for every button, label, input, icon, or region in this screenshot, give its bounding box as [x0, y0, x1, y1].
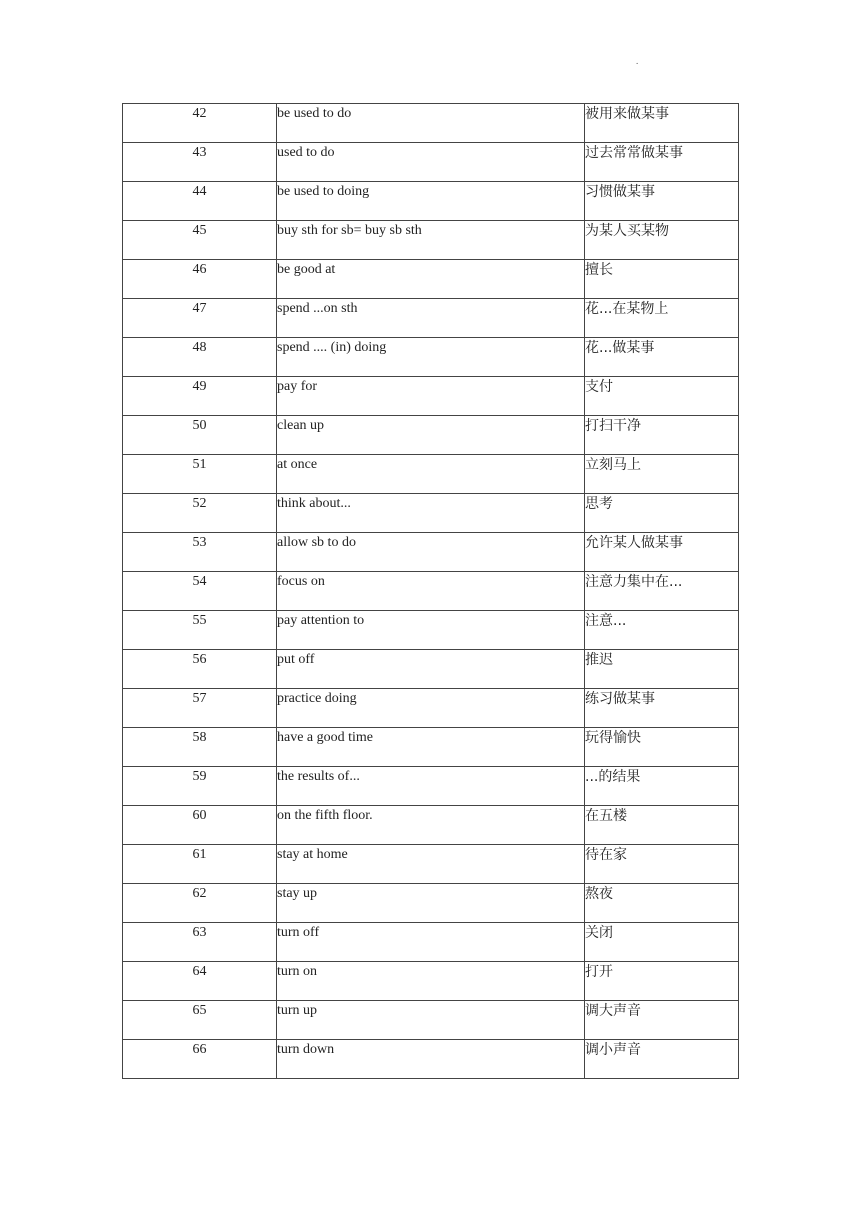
english-phrase-cell: on the fifth floor.	[277, 806, 585, 845]
chinese-meaning-cell: 为某人买某物	[585, 221, 739, 260]
english-phrase-cell: clean up	[277, 416, 585, 455]
chinese-meaning-cell: 玩得愉快	[585, 728, 739, 767]
row-number-cell: 43	[123, 143, 277, 182]
chinese-meaning-cell: 支付	[585, 377, 739, 416]
row-number-cell: 64	[123, 962, 277, 1001]
english-phrase-cell: stay up	[277, 884, 585, 923]
table-row	[123, 533, 739, 572]
table-row	[123, 611, 739, 650]
table-row	[123, 572, 739, 611]
table-row	[123, 260, 739, 299]
english-phrase-cell: have a good time	[277, 728, 585, 767]
row-number-cell: 45	[123, 221, 277, 260]
chinese-meaning-cell: ...的结果	[585, 767, 739, 806]
row-number-cell: 56	[123, 650, 277, 689]
table-row	[123, 728, 739, 767]
chinese-meaning-cell: 被用来做某事	[585, 104, 739, 143]
table-row	[123, 845, 739, 884]
english-phrase-cell: focus on	[277, 572, 585, 611]
english-phrase-cell: pay for	[277, 377, 585, 416]
english-phrase-cell: turn up	[277, 1001, 585, 1040]
chinese-meaning-cell: 花...在某物上	[585, 299, 739, 338]
english-phrase-cell: buy sth for sb= buy sb sth	[277, 221, 585, 260]
table-row	[123, 689, 739, 728]
english-phrase-cell: be used to doing	[277, 182, 585, 221]
table-row	[123, 104, 739, 143]
row-number-cell: 53	[123, 533, 277, 572]
table-row	[123, 455, 739, 494]
row-number-cell: 57	[123, 689, 277, 728]
chinese-meaning-cell: 注意...	[585, 611, 739, 650]
chinese-meaning-cell: 熬夜	[585, 884, 739, 923]
row-number-cell: 65	[123, 1001, 277, 1040]
table-row	[123, 377, 739, 416]
chinese-meaning-cell: 擅长	[585, 260, 739, 299]
table-row	[123, 143, 739, 182]
chinese-meaning-cell: 思考	[585, 494, 739, 533]
chinese-meaning-cell: 注意力集中在...	[585, 572, 739, 611]
vocabulary-table-body	[123, 104, 739, 1079]
row-number-cell: 51	[123, 455, 277, 494]
row-number-cell: 44	[123, 182, 277, 221]
table-row	[123, 923, 739, 962]
english-phrase-cell: turn on	[277, 962, 585, 1001]
vocabulary-table	[122, 103, 739, 1079]
english-phrase-cell: turn off	[277, 923, 585, 962]
row-number-cell: 55	[123, 611, 277, 650]
row-number-cell: 61	[123, 845, 277, 884]
chinese-meaning-cell: 打扫干净	[585, 416, 739, 455]
row-number-cell: 47	[123, 299, 277, 338]
english-phrase-cell: put off	[277, 650, 585, 689]
chinese-meaning-cell: 练习做某事	[585, 689, 739, 728]
row-number-cell: 59	[123, 767, 277, 806]
english-phrase-cell: be good at	[277, 260, 585, 299]
row-number-cell: 58	[123, 728, 277, 767]
table-row	[123, 221, 739, 260]
english-phrase-cell: be used to do	[277, 104, 585, 143]
row-number-cell: 46	[123, 260, 277, 299]
row-number-cell: 54	[123, 572, 277, 611]
chinese-meaning-cell: 过去常常做某事	[585, 143, 739, 182]
chinese-meaning-cell: 在五楼	[585, 806, 739, 845]
english-phrase-cell: practice doing	[277, 689, 585, 728]
table-row	[123, 1001, 739, 1040]
chinese-meaning-cell: 待在家	[585, 845, 739, 884]
table-row	[123, 806, 739, 845]
table-row	[123, 1040, 739, 1079]
chinese-meaning-cell: 习惯做某事	[585, 182, 739, 221]
english-phrase-cell: spend .... (in) doing	[277, 338, 585, 377]
english-phrase-cell: used to do	[277, 143, 585, 182]
table-row	[123, 338, 739, 377]
row-number-cell: 52	[123, 494, 277, 533]
table-row	[123, 767, 739, 806]
english-phrase-cell: turn down	[277, 1040, 585, 1079]
header-mark: .	[636, 56, 639, 66]
english-phrase-cell: allow sb to do	[277, 533, 585, 572]
table-row	[123, 416, 739, 455]
table-row	[123, 299, 739, 338]
row-number-cell: 66	[123, 1040, 277, 1079]
chinese-meaning-cell: 调大声音	[585, 1001, 739, 1040]
chinese-meaning-cell: 推迟	[585, 650, 739, 689]
row-number-cell: 42	[123, 104, 277, 143]
table-row	[123, 884, 739, 923]
english-phrase-cell: spend ...on sth	[277, 299, 585, 338]
chinese-meaning-cell: 打开	[585, 962, 739, 1001]
chinese-meaning-cell: 花...做某事	[585, 338, 739, 377]
row-number-cell: 60	[123, 806, 277, 845]
table-row	[123, 182, 739, 221]
english-phrase-cell: the results of...	[277, 767, 585, 806]
chinese-meaning-cell: 调小声音	[585, 1040, 739, 1079]
row-number-cell: 62	[123, 884, 277, 923]
english-phrase-cell: pay attention to	[277, 611, 585, 650]
table-row	[123, 962, 739, 1001]
table-row	[123, 650, 739, 689]
chinese-meaning-cell: 立刻马上	[585, 455, 739, 494]
row-number-cell: 63	[123, 923, 277, 962]
english-phrase-cell: stay at home	[277, 845, 585, 884]
row-number-cell: 49	[123, 377, 277, 416]
english-phrase-cell: think about...	[277, 494, 585, 533]
english-phrase-cell: at once	[277, 455, 585, 494]
chinese-meaning-cell: 关闭	[585, 923, 739, 962]
row-number-cell: 48	[123, 338, 277, 377]
table-row	[123, 494, 739, 533]
chinese-meaning-cell: 允许某人做某事	[585, 533, 739, 572]
row-number-cell: 50	[123, 416, 277, 455]
